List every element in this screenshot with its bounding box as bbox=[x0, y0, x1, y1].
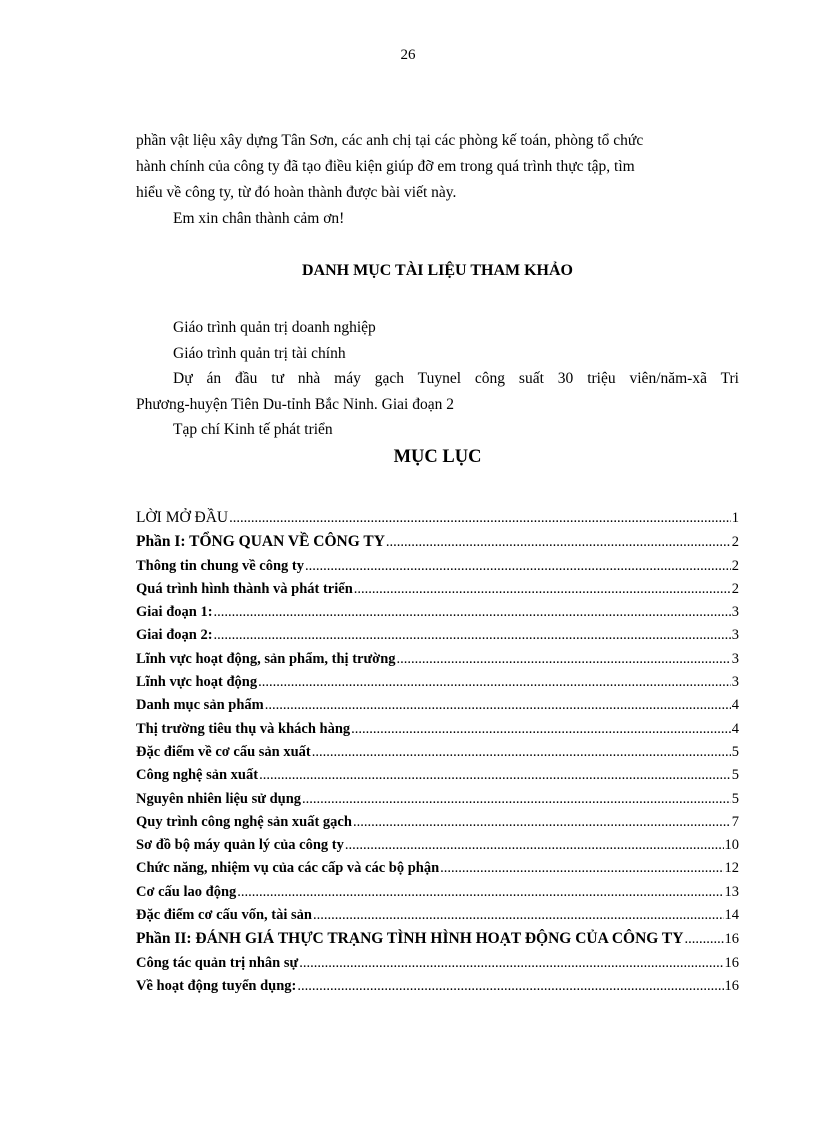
toc-entry-page: 2 bbox=[731, 580, 739, 597]
toc-entry-page: 3 bbox=[731, 604, 739, 621]
toc-entry[interactable] bbox=[136, 857, 739, 880]
body-line: hành chính của công ty đã tạo điều kiện giúp đỡ em trong quá trình thực tập, tìm bbox=[136, 158, 635, 175]
toc-heading: MỤC LỤC bbox=[393, 447, 482, 467]
toc-leader bbox=[237, 881, 723, 904]
references-heading: DANH MỤC TÀI LIỆU THAM KHẢO bbox=[302, 262, 573, 279]
toc-entry[interactable] bbox=[136, 601, 739, 624]
toc-entry-page: 3 bbox=[731, 650, 739, 667]
toc-leader bbox=[312, 741, 731, 764]
toc-entry-title: Danh mục sản phẩm bbox=[136, 697, 264, 714]
toc-entry-page: 10 bbox=[724, 837, 739, 854]
toc-entry-page: 2 bbox=[731, 534, 739, 551]
toc-entry-page: 7 bbox=[731, 813, 739, 830]
toc-entry[interactable] bbox=[136, 555, 739, 578]
toc-entry[interactable] bbox=[136, 694, 739, 717]
toc-leader bbox=[305, 555, 731, 578]
toc-leader bbox=[353, 811, 731, 834]
thanks-line: Em xin chân thành cảm ơn! bbox=[173, 210, 345, 227]
toc-entry-title: Công nghệ sản xuất bbox=[136, 767, 259, 784]
toc-entry-title: Quá trình hình thành và phát triển bbox=[136, 580, 353, 597]
toc-entry-page: 5 bbox=[731, 743, 739, 760]
toc-entry-page: 14 bbox=[724, 907, 739, 924]
toc-entry-title: Sơ đồ bộ máy quản lý của công ty bbox=[136, 837, 344, 854]
toc-entry[interactable] bbox=[136, 975, 739, 998]
toc-leader bbox=[351, 718, 731, 741]
toc-entry[interactable] bbox=[136, 811, 739, 834]
toc-entry-page: 5 bbox=[731, 790, 739, 807]
toc-leader bbox=[313, 904, 724, 927]
toc-entry-page: 1 bbox=[731, 510, 739, 526]
toc-leader bbox=[354, 578, 731, 601]
toc-leader bbox=[214, 601, 731, 624]
toc-entry-page: 13 bbox=[724, 883, 739, 900]
toc-leader bbox=[265, 694, 731, 717]
toc-entry-page: 4 bbox=[731, 720, 739, 737]
toc-entry[interactable] bbox=[136, 788, 739, 811]
toc-leader bbox=[440, 857, 723, 880]
reference-item: Giáo trình quản trị tài chính bbox=[173, 344, 346, 362]
toc-entry-page: 16 bbox=[724, 931, 739, 948]
toc-entry-title: Đặc điểm về cơ cấu sản xuất bbox=[136, 743, 311, 760]
toc-entry-title: Lĩnh vực hoạt động, sản phẩm, thị trường bbox=[136, 650, 396, 667]
toc-entry[interactable] bbox=[136, 764, 739, 787]
toc-leader bbox=[397, 648, 731, 671]
toc-entry-title: Nguyên nhiên liệu sử dụng bbox=[136, 790, 302, 807]
toc-entry-page: 2 bbox=[731, 557, 739, 574]
toc-entry-page: 16 bbox=[724, 977, 739, 994]
toc-entry-title: Phần I: TỔNG QUAN VỀ CÔNG TY bbox=[136, 533, 385, 551]
toc-entry-title: Về hoạt động tuyển dụng: bbox=[136, 977, 297, 994]
page-number: 26 bbox=[400, 47, 416, 63]
toc-entry-title: Lĩnh vực hoạt động bbox=[136, 674, 258, 691]
table-of-contents bbox=[136, 506, 739, 998]
toc-entry[interactable] bbox=[136, 624, 739, 647]
toc-leader bbox=[302, 788, 731, 811]
toc-entry-page: 5 bbox=[731, 767, 739, 784]
toc-entry-page: 16 bbox=[724, 954, 739, 971]
toc-entry-page: 3 bbox=[731, 674, 739, 691]
toc-leader bbox=[297, 975, 723, 998]
toc-entry-title: Quy trình công nghệ sản xuất gạch bbox=[136, 813, 352, 830]
body-line: hiểu về công ty, từ đó hoàn thành được bài viết này. bbox=[136, 184, 457, 201]
toc-entry-title: Công tác quản trị nhân sự bbox=[136, 954, 299, 971]
toc-entry-page: 3 bbox=[731, 627, 739, 644]
toc-leader bbox=[684, 928, 723, 951]
reference-item-continued: Phương-huyện Tiên Du-tỉnh Bắc Ninh. Giai đoạn 2 bbox=[136, 395, 454, 413]
reference-item: Tạp chí Kinh tế phát triển bbox=[173, 421, 333, 438]
toc-leader bbox=[229, 507, 731, 530]
toc-entry[interactable] bbox=[136, 952, 739, 975]
toc-entry[interactable] bbox=[136, 578, 739, 601]
toc-leader bbox=[258, 671, 731, 694]
toc-leader bbox=[299, 952, 723, 975]
toc-leader bbox=[386, 531, 731, 554]
references-list bbox=[136, 315, 739, 443]
toc-entry-title: LỜI MỞ ĐẦU bbox=[136, 509, 229, 526]
toc-entry[interactable] bbox=[136, 671, 739, 694]
reference-item: Giáo trình quản trị doanh nghiệp bbox=[173, 319, 376, 336]
toc-entry-title: Phần II: ĐÁNH GIÁ THỰC TRẠNG TÌNH HÌNH HOẠT ĐỘNG CỦA CÔNG TY bbox=[136, 930, 684, 948]
toc-entry[interactable] bbox=[136, 506, 739, 530]
toc-entry[interactable] bbox=[136, 718, 739, 741]
toc-entry-title: Giai đoạn 1: bbox=[136, 604, 213, 621]
toc-entry[interactable] bbox=[136, 904, 739, 927]
toc-leader bbox=[214, 624, 731, 647]
toc-entry-page: 4 bbox=[731, 697, 739, 714]
toc-entry-title: Đặc điểm cơ cấu vốn, tài sản bbox=[136, 907, 312, 924]
body-line: phần vật liệu xây dựng Tân Sơn, các anh chị tại các phòng kế toán, phòng tổ chức bbox=[136, 132, 644, 149]
toc-entry-title: Chức năng, nhiệm vụ của các cấp và các bộ phận bbox=[136, 860, 440, 877]
reference-item: Dự án đầu tư nhà máy gạch Tuynel công suất 30 triệu viên/năm-xã Tri bbox=[173, 370, 739, 387]
toc-entry-title: Cơ cấu lao động bbox=[136, 883, 237, 900]
toc-entry[interactable] bbox=[136, 530, 739, 554]
toc-entry-title: Thông tin chung về công ty bbox=[136, 557, 304, 574]
toc-entry[interactable] bbox=[136, 741, 739, 764]
closing-paragraph bbox=[136, 128, 739, 232]
toc-entry-title: Giai đoạn 2: bbox=[136, 627, 213, 644]
toc-entry-title: Thị trường tiêu thụ và khách hàng bbox=[136, 720, 351, 737]
toc-entry[interactable] bbox=[136, 881, 739, 904]
toc-leader bbox=[345, 834, 724, 857]
toc-entry[interactable] bbox=[136, 648, 739, 671]
toc-entry[interactable] bbox=[136, 927, 739, 951]
toc-entry-page: 12 bbox=[724, 860, 739, 877]
toc-entry[interactable] bbox=[136, 834, 739, 857]
toc-leader bbox=[259, 764, 731, 787]
